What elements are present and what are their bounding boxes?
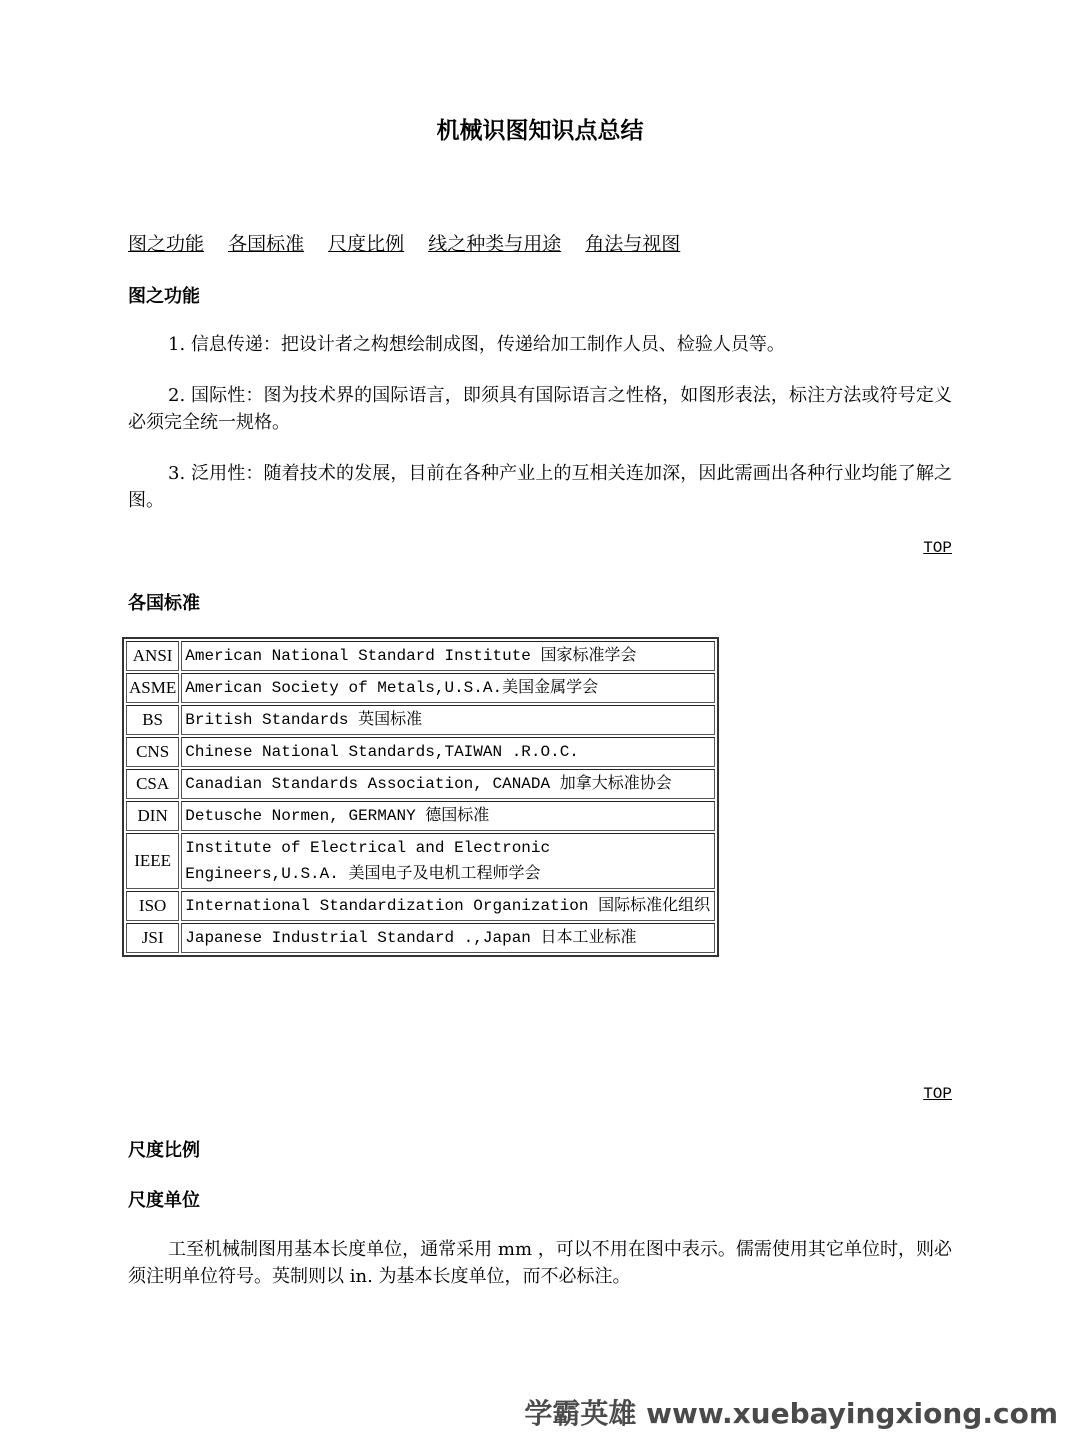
section-nav — [128, 229, 698, 256]
standard-desc: Canadian Standards Association, CANADA 加拿大标准协会 — [181, 769, 715, 799]
standard-desc: International Standardization Organization 国际标准化组织 — [181, 891, 715, 921]
section-heading-standards: 各国标准 — [128, 593, 200, 614]
standards-table — [122, 637, 719, 957]
section-heading-scale: 尺度比例 — [128, 1140, 200, 1161]
table-row — [126, 891, 715, 921]
subheading-units: 尺度单位 — [128, 1190, 200, 1211]
standard-abbr: ASME — [126, 673, 179, 703]
standard-desc: Detusche Normen, GERMANY 德国标准 — [181, 801, 715, 831]
standard-abbr: ISO — [126, 891, 179, 921]
standard-desc: Institute of Electrical and Electronic Engineers,U.S.A. 美国电子及电机工程师学会 — [181, 833, 715, 889]
table-row — [126, 923, 715, 953]
standard-desc: American National Standard Institute 国家标准学会 — [181, 641, 715, 671]
standard-abbr: CSA — [126, 769, 179, 799]
table-row — [126, 641, 715, 671]
nav-link-line-types[interactable]: 线之种类与用途 — [428, 233, 562, 255]
standard-desc: Japanese Industrial Standard .,Japan 日本工业标准 — [181, 923, 715, 953]
table-row — [126, 705, 715, 735]
top-link[interactable]: TOP — [923, 1085, 952, 1103]
page-title: 机械识图知识点总结 — [436, 118, 644, 144]
top-link[interactable]: TOP — [923, 539, 952, 557]
standard-abbr: CNS — [126, 737, 179, 767]
nav-link-functions[interactable]: 图之功能 — [128, 233, 205, 255]
table-row — [126, 769, 715, 799]
function-item-2: 2. 国际性：图为技术界的国际语言，即须具有国际语言之性格，如图形表法，标注方法或符号定义必须完全统一规格。 — [128, 385, 952, 433]
table-row — [126, 833, 715, 889]
standard-desc: American Society of Metals,U.S.A.美国金属学会 — [181, 673, 715, 703]
table-row — [126, 673, 715, 703]
standard-abbr: IEEE — [126, 833, 179, 889]
nav-link-standards[interactable]: 各国标准 — [228, 233, 305, 255]
site-watermark: 学霸英雄 www.xuebayingxiong.com — [524, 1397, 1058, 1430]
standard-desc: Chinese National Standards,TAIWAN .R.O.C. — [181, 737, 715, 767]
table-row — [126, 801, 715, 831]
standard-abbr: BS — [126, 705, 179, 735]
standard-desc: British Standards 英国标准 — [181, 705, 715, 735]
table-row — [126, 737, 715, 767]
standard-abbr: JSI — [126, 923, 179, 953]
nav-link-projection[interactable]: 角法与视图 — [585, 233, 681, 255]
nav-link-scale[interactable]: 尺度比例 — [328, 233, 405, 255]
standard-abbr: ANSI — [126, 641, 179, 671]
function-item-1: 1. 信息传递：把设计者之构想绘制成图，传递给加工制作人员、检验人员等。 — [168, 334, 785, 355]
units-paragraph: 工至机械制图用基本长度单位，通常采用 mm ，可以不用在图中表示。儒需使用其它单位时，则必须注明单位符号。英制则以 in. 为基本长度单位，而不必标注。 — [128, 1239, 952, 1287]
function-item-3: 3. 泛用性：随着技术的发展，目前在各种产业上的互相关连加深，因此需画出各种行业均能了解之图。 — [128, 463, 952, 511]
standard-abbr: DIN — [126, 801, 179, 831]
section-heading-functions: 图之功能 — [128, 286, 200, 307]
